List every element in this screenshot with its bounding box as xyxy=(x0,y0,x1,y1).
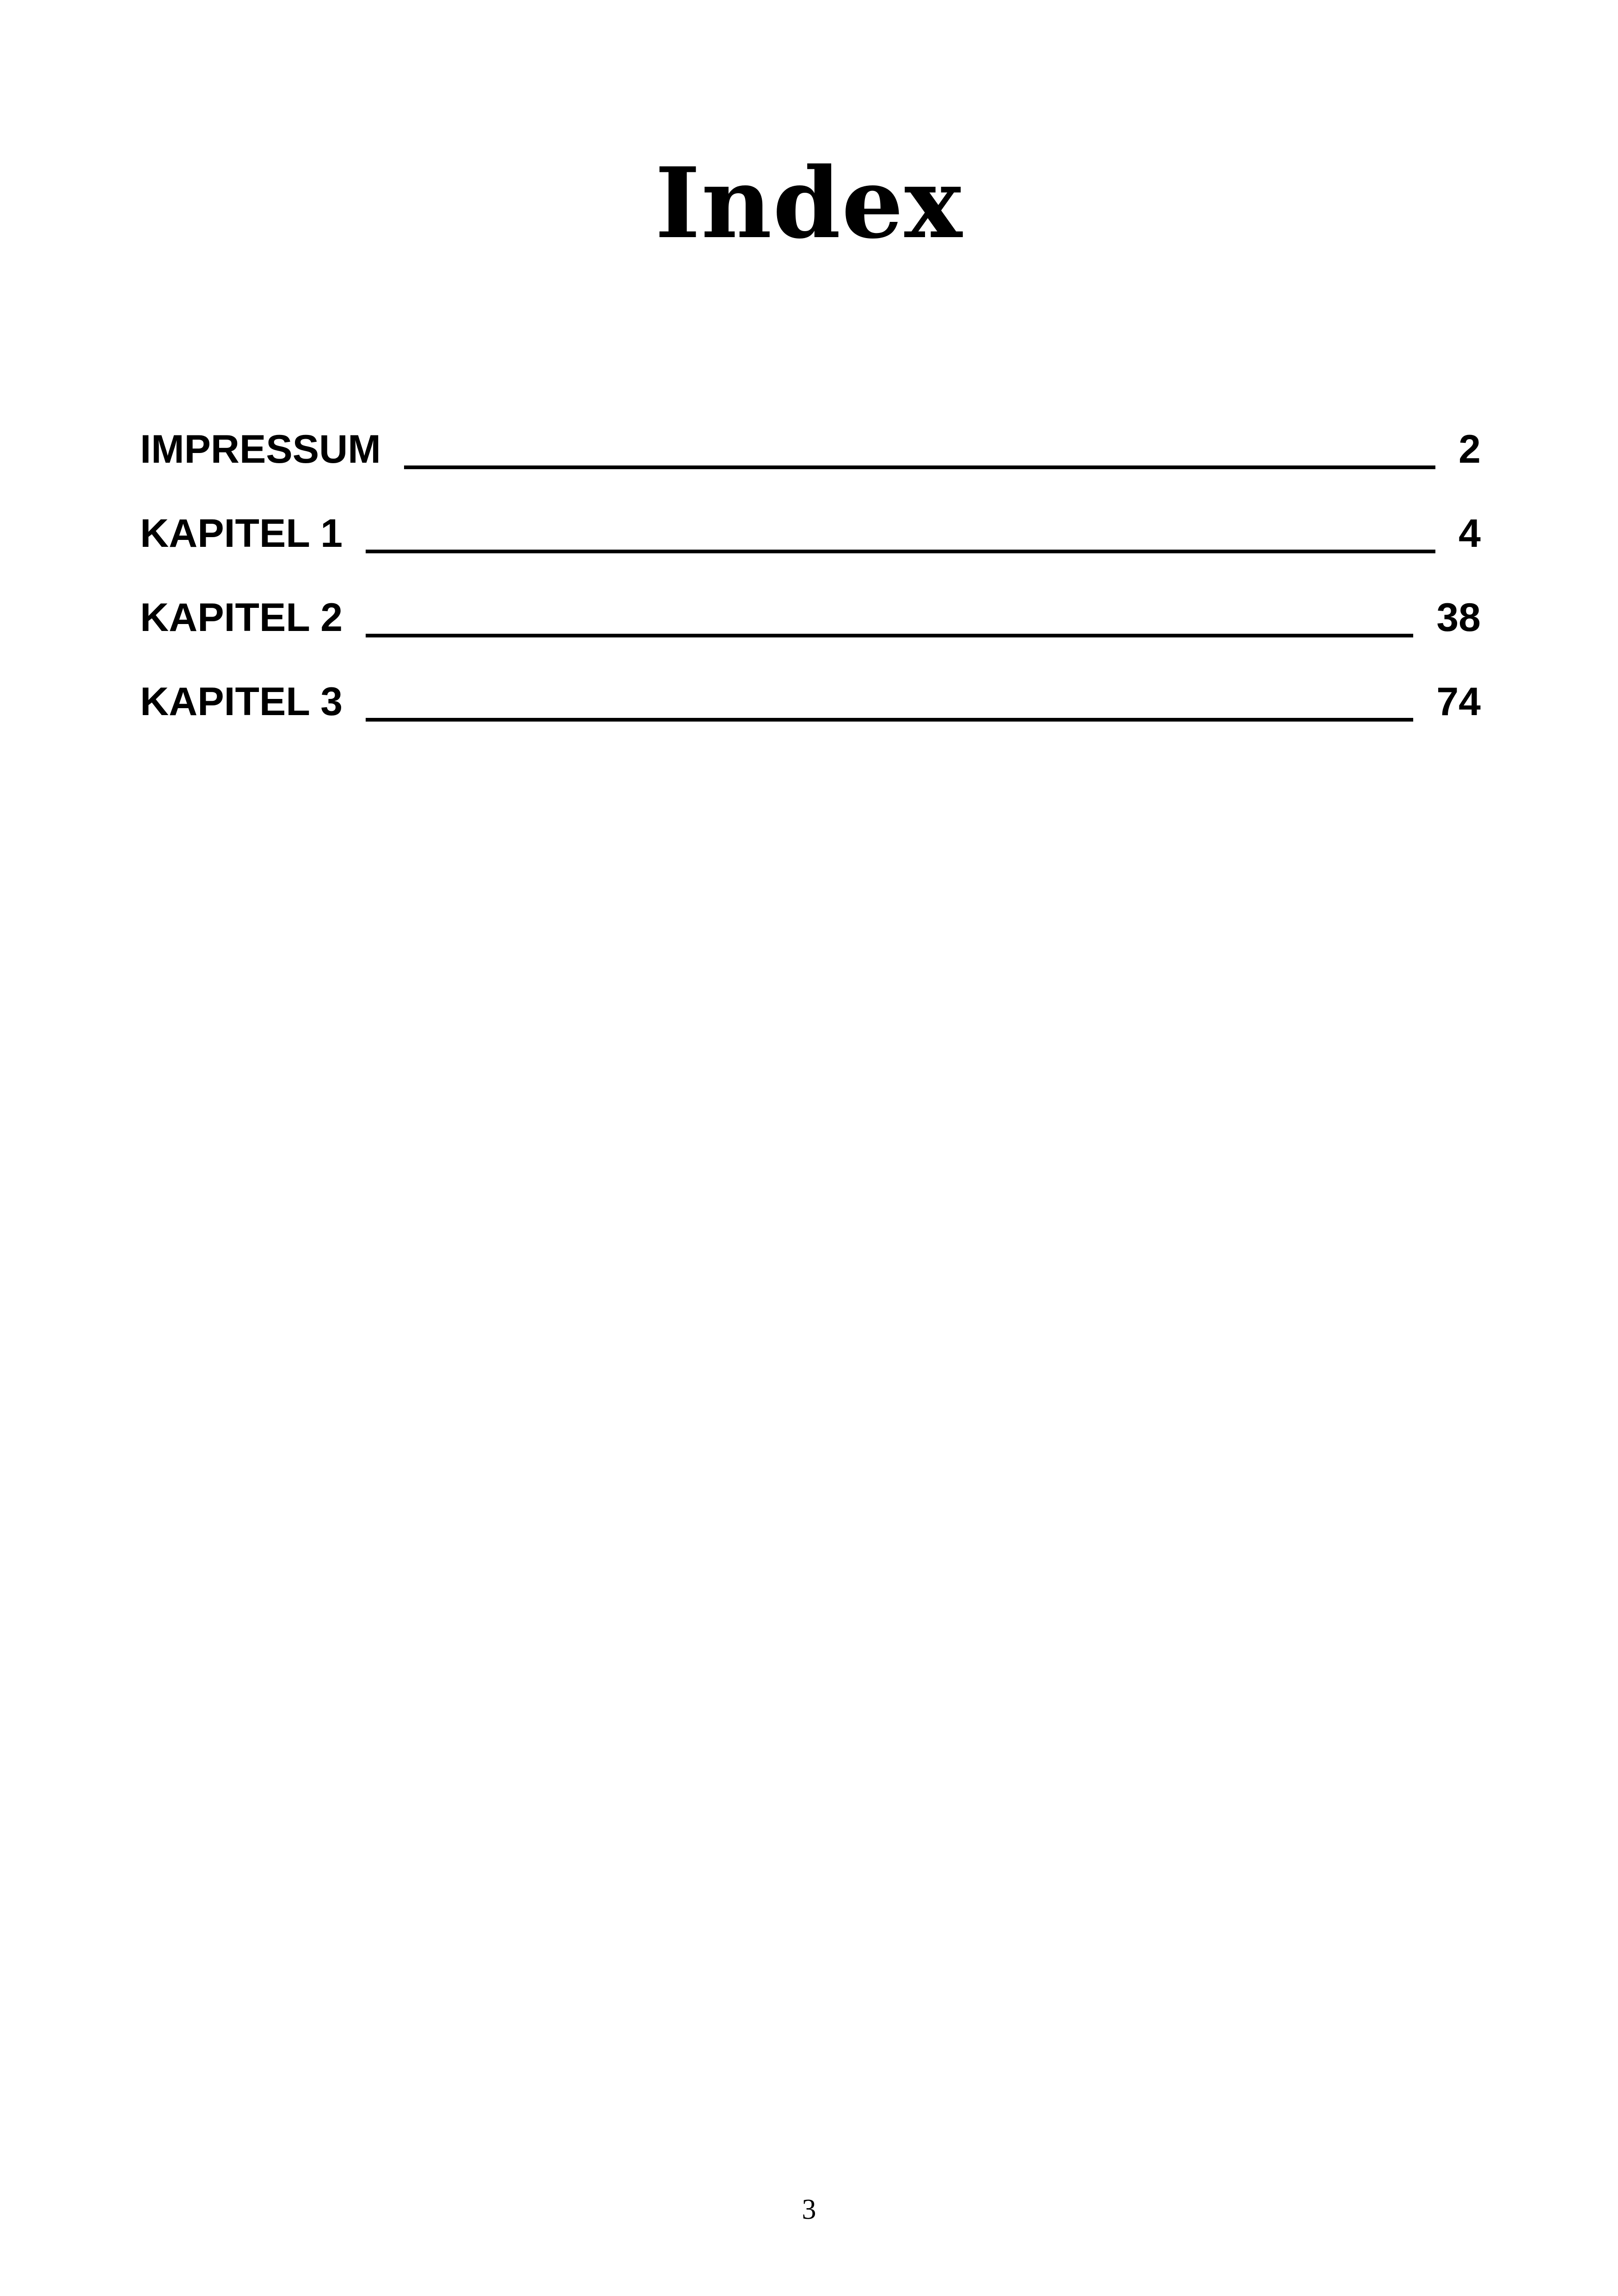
toc-leader-line xyxy=(404,465,1435,469)
toc-entry-page: 2 xyxy=(1459,427,1481,471)
toc-entry[interactable] xyxy=(140,643,1481,727)
toc-entry[interactable] xyxy=(140,559,1481,643)
toc-entry[interactable] xyxy=(140,391,1481,475)
page-title: Index xyxy=(655,146,963,260)
toc-entry[interactable] xyxy=(140,475,1481,559)
toc-entry-label: KAPITEL 1 xyxy=(140,511,343,556)
table-of-contents xyxy=(140,391,1481,727)
toc-entry-page: 4 xyxy=(1459,511,1481,556)
toc-entry-label: KAPITEL 3 xyxy=(140,680,343,724)
toc-leader-line xyxy=(366,550,1435,553)
toc-leader-line xyxy=(366,718,1413,722)
toc-leader-line xyxy=(366,634,1413,637)
toc-entry-page: 74 xyxy=(1436,680,1481,724)
page-number: 3 xyxy=(802,2194,816,2225)
toc-entry-page: 38 xyxy=(1436,595,1481,640)
toc-entry-label: KAPITEL 2 xyxy=(140,595,343,640)
toc-entry-label: IMPRESSUM xyxy=(140,427,381,471)
